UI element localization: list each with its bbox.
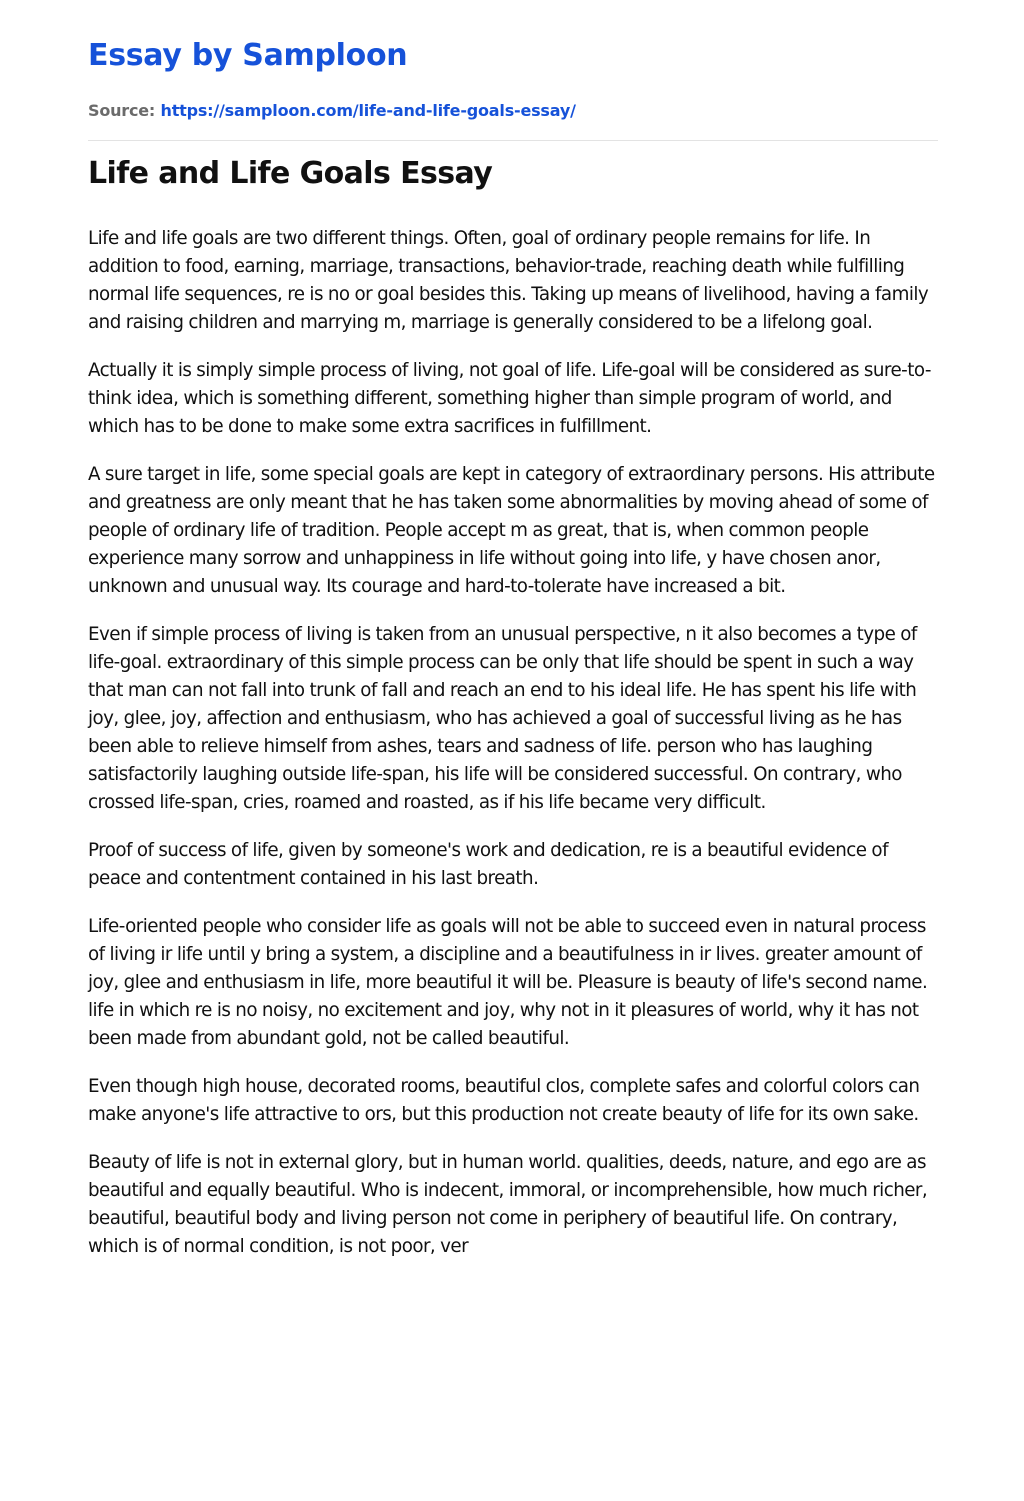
site-brand-title: Essay by Samploon	[88, 38, 408, 73]
essay-paragraph: Even though high house, decorated rooms, beautiful clos, complete safes and colorful colors can make anyone's life attractive to ors, but this production not create beauty of life for its own sake.	[88, 1076, 920, 1125]
source-line	[88, 98, 938, 124]
essay-paragraph: Life-oriented people who consider life as goals will not be able to succeed even in natural process of living ir life until y bring a system, a discipline and a beautifulness in ir lives. greater amount of joy, glee and enthusiasm in life, more beautiful it will be. Pleasure is beauty of life's second name. life in which re is no noisy, no excitement and joy, why not in it pleasures of world, why it has not been made from abundant gold, not be called beautiful.	[88, 916, 928, 1049]
essay-paragraph: Beauty of life is not in external glory, but in human world. qualities, deeds, nature, and ego are as beautiful and equally beautiful. Who is indecent, immoral, or incomprehensible, how much richer, beautiful, beautiful body and living person not come in periphery of beautiful life. On contrary, which is of normal condition, is not poor, ver	[88, 1152, 928, 1257]
document-page	[88, 36, 938, 1281]
source-label: Source:	[88, 101, 156, 120]
essay-paragraph: Proof of success of life, given by someone's work and dedication, re is a beautiful evidence of peace and contentment contained in his last breath.	[88, 840, 888, 889]
essay-paragraph: Actually it is simply simple process of living, not goal of life. Life-goal will be considered as sure-to-think idea, which is something different, something higher than simple program of world, and which has to be done to make some extra sacrifices in fulfillment.	[88, 360, 931, 437]
essay-body	[88, 225, 938, 1261]
essay-title: Life and Life Goals Essay	[88, 156, 493, 191]
essay-paragraph: Life and life goals are two different things. Often, goal of ordinary people remains for life. In addition to food, earning, marriage, transactions, behavior-trade, reaching death while fulfilling normal life sequences, re is no or goal besides this. Taking up means of livelihood, having a family and raising children and marrying m, marriage is generally considered to be a lifelong goal.	[88, 228, 929, 333]
header-divider	[88, 140, 938, 141]
essay-paragraph: Even if simple process of living is taken from an unusual perspective, n it also becomes a type of life-goal. extraordinary of this simple process can be only that life should be spent in such a way that man can not fall into trunk of fall and reach an end to his ideal life. He has spent his life with joy, glee, joy, affection and enthusiasm, who has achieved a goal of successful living as he has been able to relieve himself from ashes, tears and sadness of life. person who has laughing satisfactorily laughing outside life-span, his life will be considered successful. On contrary, who crossed life-span, cries, roamed and roasted, as if his life became very difficult.	[88, 624, 917, 813]
source-link[interactable]: https://samploon.com/life-and-life-goals-essay/	[160, 101, 576, 120]
essay-paragraph: A sure target in life, some special goals are kept in category of extraordinary persons. His attribute and greatness are only meant that he has taken some abnormalities by moving ahead of some of people of ordinary life of tradition. People accept m as great, that is, when common people experience many sorrow and unhappiness in life without going into life, y have chosen anor, unknown and unusual way. Its courage and hard-to-tolerate have increased a bit.	[88, 464, 935, 597]
